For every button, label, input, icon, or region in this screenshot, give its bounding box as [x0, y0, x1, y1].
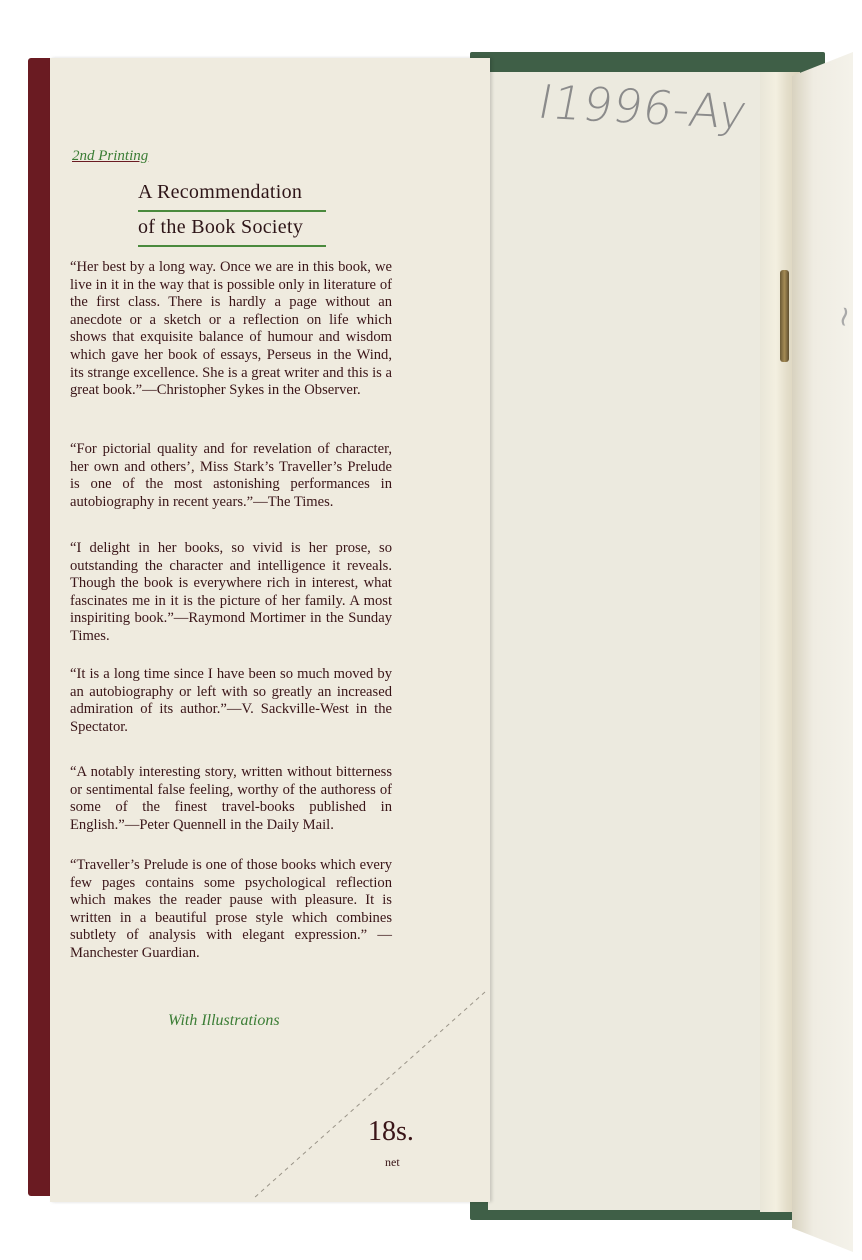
illustrations-note: With Illustrations [168, 1012, 280, 1029]
review-quote-mortimer: “I delight in her books, so vivid is her prose, so outstanding the character and intelligence it reveals. Though the book is everywhere rich in interest, what fascinates me in it is the picture of her family. A most inspiriting book.”—Raymond Mortimer in the Sunday Times. [70, 540, 392, 644]
first-page-edge [792, 52, 853, 1252]
binding-thread [780, 270, 789, 362]
price-net-label: net [385, 1155, 400, 1169]
review-quote-sackville-west: “It is a long time since I have been so much moved by an autobiography or left with so greatly an increased admiration of its author.”—V. Sackville-West in the Spectator. [70, 666, 392, 735]
margin-pencil-mark: ~ [825, 302, 862, 331]
heading-rule-bottom [138, 245, 326, 247]
heading-rule-top [138, 210, 326, 212]
review-quote-quennell: “A notably interesting story, written without bitterness or sentimental false feeling, worthy of the authoress of some of the finest travel-books published in English.”—Peter Quennell in the Daily Mail. [70, 764, 392, 833]
price-clip-dashed-line [250, 990, 490, 1200]
review-quote-times: “For pictorial quality and for revelation of character, her own and others’, Miss Stark’s Traveller’s Prelude is one of the most astonishing performances in autobiography in recent years.”—The Times. [70, 441, 392, 510]
review-quote-sykes: “Her best by a long way. Once we are in this book, we live in it in the way that is possible only in literature of the first class. There is hardly a page without an anecdote or a sketch or a reflection on life which shows that exquisite balance of humour and wisdom which gave her book of essays, Perseus in the Wind, its strange excellence. She is a great writer and this is a great book.”—Christopher Sykes in the Observer. [70, 259, 392, 399]
recommendation-heading-line2: of the Book Society [138, 216, 304, 238]
endpaper-page [488, 72, 788, 1210]
review-quote-manchester-guardian: “Traveller’s Prelude is one of those books which every few pages contains some psychological reflection which makes the reader pause with pleasure. It is written in a beautiful prose style which combines subtlety of analysis with elegant expression.” —Manchester Guardian. [70, 857, 392, 961]
price-label: 18s. [368, 1116, 414, 1147]
printing-note: 2nd Printing [72, 148, 149, 164]
recommendation-heading-line1: A Recommendation [138, 181, 303, 203]
pencil-inscription: I1996-Ay [533, 74, 753, 140]
